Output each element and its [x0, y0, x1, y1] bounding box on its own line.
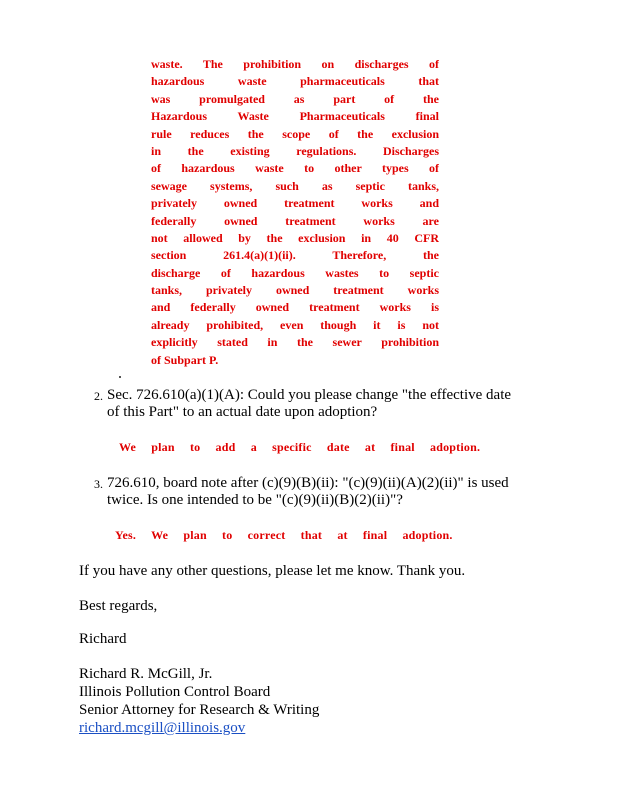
reply-line: sewage systems, such as septic tanks, [151, 178, 439, 193]
reply-line: was promulgated as part of the [151, 91, 439, 106]
reply-line: not allowed by the exclusion in 40 CFR [151, 230, 439, 245]
reply-text: Yes. We plan to correct that at final adoption. [115, 528, 453, 542]
list-item-text-line: of this Part" to an actual date upon adoption? [107, 404, 378, 420]
list-item [94, 386, 544, 426]
reply-line: rule reduces the scope of the exclusion [151, 126, 439, 141]
reply-line: of hazardous waste to other types of [151, 161, 439, 176]
list-marker-fragment [119, 376, 121, 378]
reply-line: tanks, privately owned treatment works [151, 283, 439, 298]
list-item [94, 474, 544, 514]
reply-text: We plan to add a specific date at final adoption. [119, 440, 481, 454]
reply-line: federally owned treatment works are [151, 213, 439, 228]
regards-line: Best regards, [79, 598, 158, 614]
continuation-reply-block [151, 56, 439, 369]
list-item-text-line: twice. Is one intended to be "(c)(9)(ii)(B)(2)(ii)"? [107, 492, 403, 508]
list-item-number: 2. [94, 389, 103, 403]
reply-line: section 261.4(a)(1)(ii). Therefore, the [151, 248, 439, 263]
reply-line: privately owned treatment works and [151, 196, 439, 211]
signoff-name: Richard [79, 631, 127, 647]
reply-line: and federally owned treatment works is [151, 300, 439, 315]
signature-block [79, 665, 319, 737]
signature-organization: Illinois Pollution Control Board [79, 684, 271, 700]
reply-line: waste. The prohibition on discharges of [151, 57, 439, 71]
list-item-text-line: Sec. 726.610(a)(1)(A): Could you please change "the effective date [107, 387, 512, 403]
reply-line: hazardous waste pharmaceuticals that [151, 74, 439, 89]
reply-line: already prohibited, even though it is not [151, 317, 439, 332]
reply-line: discharge of hazardous wastes to septic [151, 265, 439, 280]
reply-line: in the existing regulations. Discharges [151, 143, 439, 158]
reply-line: Hazardous Waste Pharmaceuticals final [151, 109, 439, 124]
closing-paragraph: If you have any other questions, please let me know. Thank you. [79, 563, 466, 579]
list-item-number: 3. [94, 477, 103, 491]
list-item-text-line: 726.610, board note after (c)(9)(B)(ii): "(c)(9)(ii)(A)(2)(ii)" is used [107, 475, 509, 491]
signature-title: Senior Attorney for Research & Writing [79, 702, 320, 718]
reply-line: of Subpart P. [151, 352, 219, 367]
signature-name: Richard R. McGill, Jr. [79, 666, 213, 682]
email-link[interactable]: richard.mcgill@illinois.gov [79, 720, 246, 736]
reply-line: explicitly stated in the sewer prohibition [151, 335, 439, 350]
